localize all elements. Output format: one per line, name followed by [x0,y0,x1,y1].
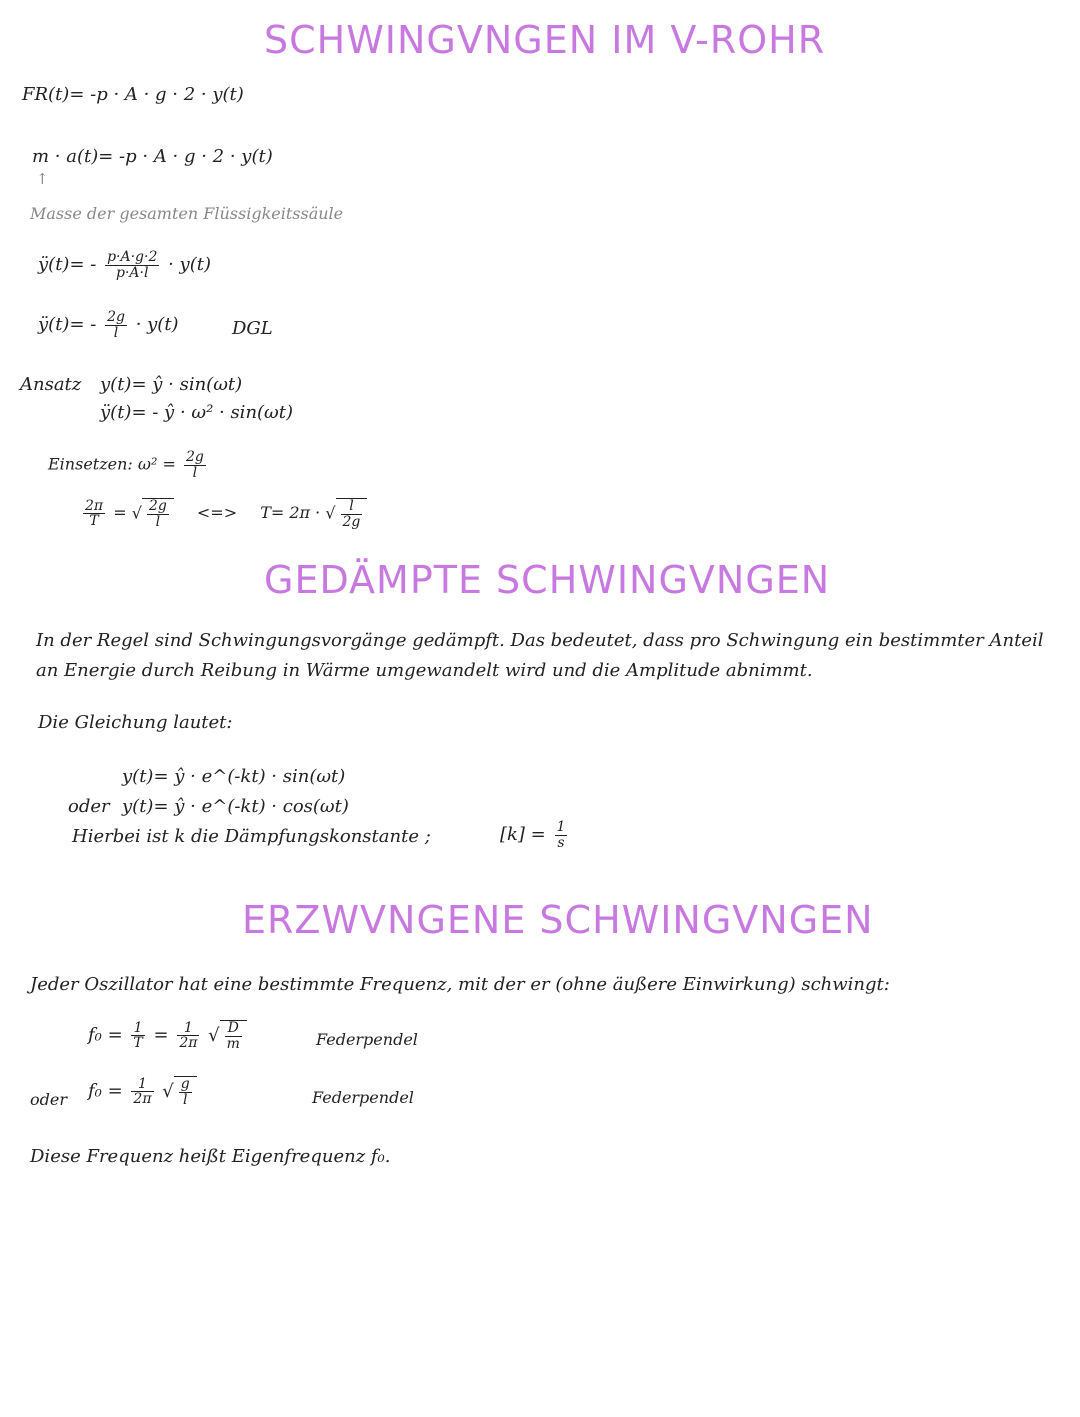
arrow-up-icon: ↑ [36,170,49,188]
period-equals: = [113,503,127,523]
f1-rad-denominator: m [226,1035,240,1052]
federpendel-label-2: Federpendel [312,1088,414,1107]
eigenfrequency-equation-1 [88,1020,247,1051]
f2-sqrt: √ $\frac{g}{l}$ [162,1076,196,1107]
period-lhs-numerator: 2π [85,497,104,514]
damped-oder: oder [68,796,110,817]
ansatz-equation-2: ÿ(t)= - ŷ · ω² · sin(ωt) [100,402,293,423]
f1-equals: = [153,1024,169,1046]
unit-fraction [555,820,568,850]
eq4-numerator: 2g [107,309,125,325]
mass-note: Masse der gesamten Flüssigkeitssäule [30,204,344,223]
eq3-fraction [105,250,159,280]
period-rad-numerator: 2g [148,498,167,514]
f1-b-fraction [177,1021,199,1051]
f1-a-fraction [131,1021,144,1051]
period-rad-denominator: l [155,513,161,530]
unit-numerator: 1 [556,819,566,835]
f2-numerator: 1 [131,1077,153,1093]
einsetzen-denominator: l [192,464,198,481]
equation-acceleration [38,250,211,280]
period-T-numerator: l [341,499,363,515]
dgl-label: DGL [232,318,273,339]
f1-a-denominator: T [133,1035,143,1052]
damping-paragraph: In der Regel sind Schwingungsvorgänge gedämpft. Das bedeutet, dass pro Schwingung ein bestimmter Anteil an Energie durch Reibung in Wärme umgewandelt wird und die Amplitude abnimmt. [36,630,1044,681]
f1-rad-fraction [225,1021,242,1051]
equation-restoring-force: FR(t)= -p · A · g · 2 · y(t) [22,84,244,105]
f1-sqrt: √ $\frac{D}{m}$ [208,1020,247,1051]
period-rad-fraction [147,499,169,529]
period-T-denominator: 2g [342,513,361,530]
f1-lhs: f₀ = [88,1024,123,1046]
equivalence-arrow: <=> [196,503,238,523]
eq3-denominator: p·A·l [116,264,149,281]
einsetzen-fraction [184,450,206,480]
f2-fraction [131,1077,153,1107]
heading-gedaempft: GEDÄMPTE SCHWINGVNGEN [264,558,831,602]
ansatz-label: Ansatz [20,374,82,395]
f2-rad-fraction [179,1077,192,1107]
eq3-numerator: p·A·g·2 [107,249,158,265]
einsetzen-numerator: 2g [185,449,204,465]
period-equation [80,498,367,529]
period-T-fraction [341,499,363,529]
unit-denominator: s [557,834,565,851]
period-T-label: T= 2π · [260,503,321,523]
period-T-sqrt: √ $\frac{l}{2g}$ [325,498,367,529]
f1-rad-numerator: D [225,1021,242,1037]
f1-a-numerator: 1 [131,1021,144,1037]
equation-newton: m · a(t)= -p · A · g · 2 · y(t) [32,146,273,167]
period-lhs-denominator: T [89,513,99,530]
period-sqrt: √ $\frac{2g}{l}$ [132,498,174,529]
eq3-left: ÿ(t)= - [38,254,97,276]
eigenfrequency-closing: Diese Frequenz heißt Eigenfrequenz f₀. [30,1146,391,1167]
federpendel-label-1: Federpendel [316,1030,418,1049]
damping-constant-note: Hierbei ist k die Dämpfungskonstante ; [72,826,431,847]
heading-erzwungen: ERZWVNGENE SCHWINGVNGEN [242,898,874,942]
unit-lhs: [k] = [500,824,546,846]
f2-rad-numerator: g [180,1076,190,1092]
damped-equation-cos: y(t)= ŷ · e^(-kt) · cos(ωt) [122,796,349,817]
eq4-left: ÿ(t)= - [38,314,97,336]
eq4-fraction [105,310,127,340]
einsetzen-label: Einsetzen: ω² = [48,454,176,474]
f2-lhs: f₀ = [88,1080,123,1102]
equation-dgl [38,310,179,340]
f2-rad-denominator: l [182,1091,188,1108]
eq4-denominator: l [113,324,119,341]
period-lhs-fraction [83,499,105,529]
eigenfrequency-oder: oder [30,1090,67,1109]
damped-equation-sin: y(t)= ŷ · e^(-kt) · sin(ωt) [122,766,346,787]
damping-unit [500,820,570,850]
ansatz-equation-1: y(t)= ŷ · sin(ωt) [100,374,243,395]
equation-intro: Die Gleichung lautet: [38,712,233,733]
eq4-right: · y(t) [135,314,179,336]
f1-b-numerator: 1 [177,1021,199,1037]
eigenfrequency-equation-2 [88,1076,197,1107]
f1-b-denominator: 2π [179,1035,198,1052]
einsetzen-line [48,450,209,480]
heading-v-rohr: SCHWINGVNGEN IM V-ROHR [264,18,826,62]
f2-denominator: 2π [133,1091,152,1108]
eq3-right: · y(t) [168,254,211,276]
oscillator-intro: Jeder Oszillator hat eine bestimmte Frequenz, mit der er (ohne äußere Einwirkung) schwingt: [30,974,890,995]
